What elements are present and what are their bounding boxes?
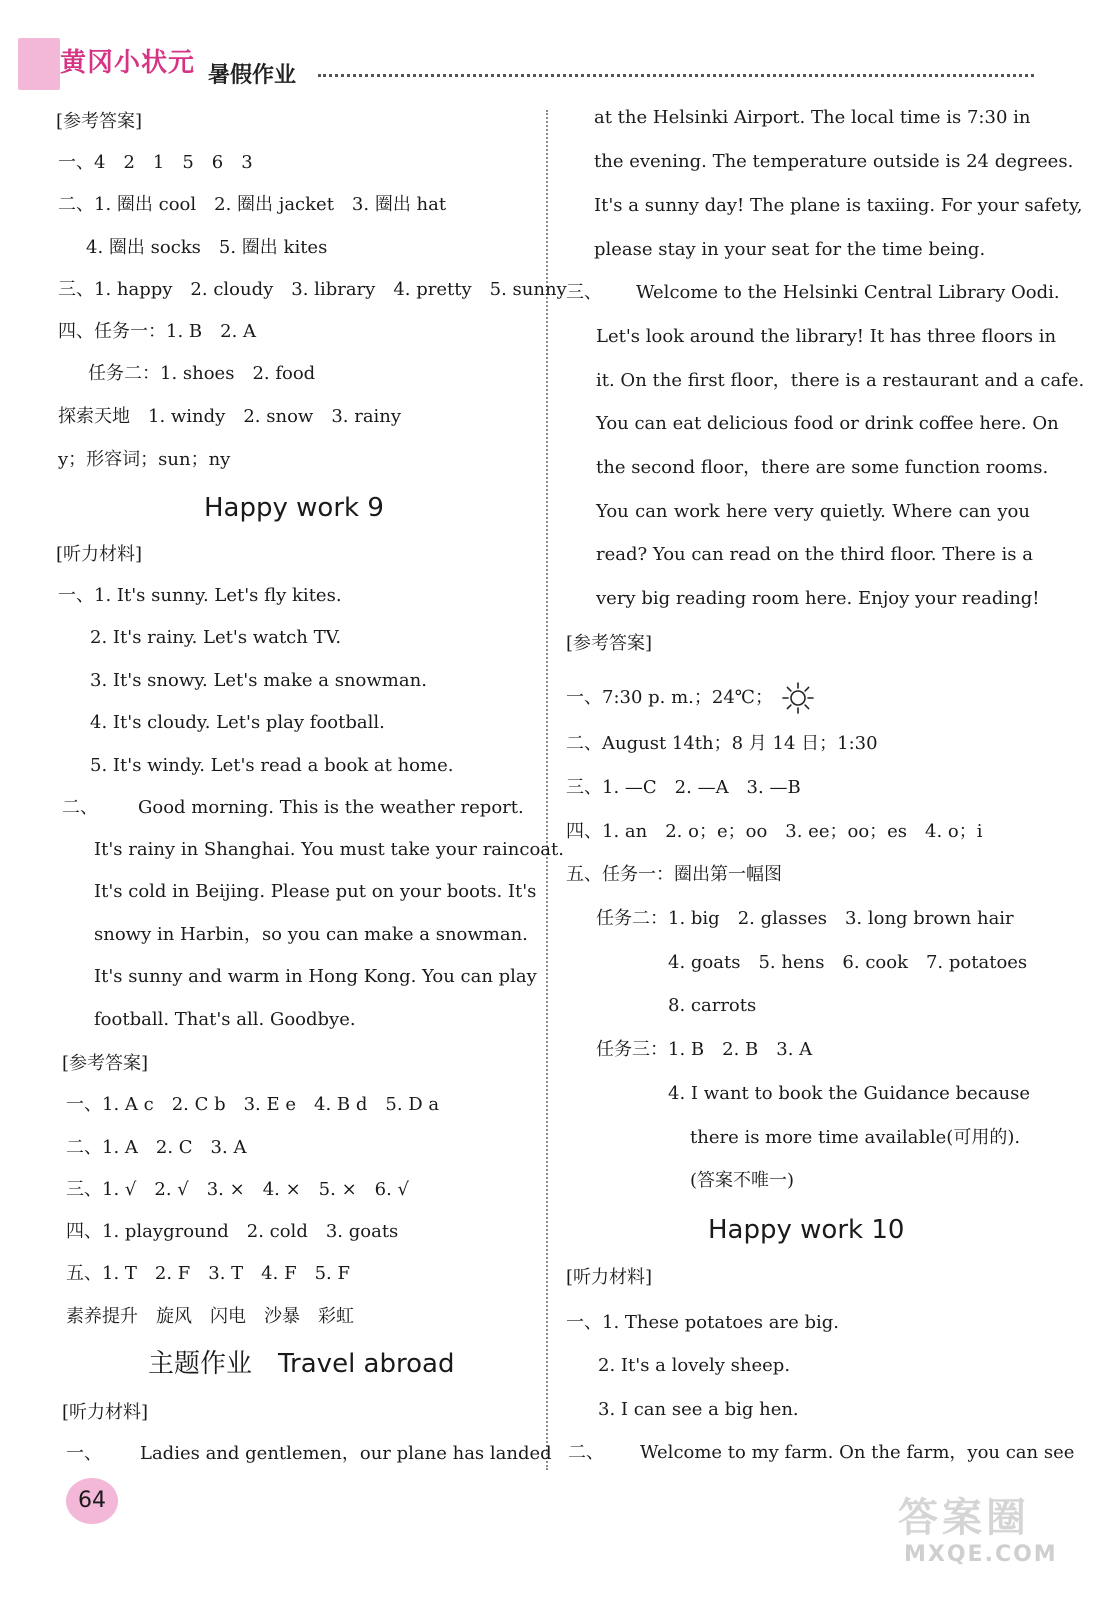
answer-line: 4. I want to book the Guidance because [668, 1083, 1030, 1104]
paragraph-line: Welcome to my farm. On the farm，you can see [640, 1442, 1075, 1463]
column-divider [546, 110, 548, 1470]
answer-tag: [参考答案] [566, 633, 653, 654]
logo-tab [18, 38, 60, 90]
brand-logo: 黄冈小状元 [60, 48, 196, 78]
paragraph-line: Ladies and gentlemen，our plane has landed [140, 1443, 552, 1464]
answer-tag: [参考答案] [56, 111, 143, 132]
answer-line: 素养提升 旋风 闪电 沙暴 彩虹 [66, 1306, 354, 1327]
answer-line: 一、1. A c 2. C b 3. E e 4. B d 5. D a [66, 1094, 440, 1115]
answer-line: 任务二：1. shoes 2. food [88, 363, 316, 384]
paragraph-line: Welcome to the Helsinki Central Library Oodi. [636, 282, 1060, 303]
answer-line: 二、August 14th；8 月 14 日；1:30 [566, 733, 878, 754]
paragraph-line: It's sunny and warm in Hong Kong. You can play [94, 966, 537, 987]
answer-line: 五、1. T 2. F 3. T 4. F 5. F [66, 1263, 350, 1284]
answer-line: 8. carrots [668, 995, 757, 1016]
answer-line: 二、1. 圈出 cool 2. 圈出 jacket 3. 圈出 hat [58, 194, 447, 215]
paragraph-line: the second floor，there are some function rooms. [596, 457, 1049, 478]
listening-line: 3. I can see a big hen. [598, 1399, 799, 1420]
watermark-text: 答案圈 [898, 1495, 1030, 1541]
answer-line: 二、1. A 2. C 3. A [66, 1137, 247, 1158]
answer-line: 五、任务一：圈出第一幅图 [566, 864, 782, 885]
paragraph-line: Let's look around the library! It has three floors in [596, 326, 1057, 347]
listening-line: 一、1. These potatoes are big. [566, 1312, 839, 1333]
section-title: 主题作业 Travel abroad [148, 1349, 455, 1379]
listening-line: 2. It's rainy. Let's watch TV. [90, 627, 342, 648]
answer-line: 任务三：1. B 2. B 3. A [596, 1039, 813, 1060]
answer-line: there is more time available(可用的). [690, 1127, 1021, 1148]
answer-line: 三、1. —C 2. —A 3. —B [566, 777, 801, 798]
paragraph-line: It's rainy in Shanghai. You must take your raincoat. [94, 839, 564, 860]
answer-line: 4. goats 5. hens 6. cook 7. potatoes [668, 952, 1028, 973]
answer-tag: [参考答案] [62, 1053, 149, 1074]
paragraph-line: at the Helsinki Airport. The local time is 7:30 in [594, 107, 1031, 128]
answer-line: 一、4 2 1 5 6 3 [58, 152, 253, 173]
listening-line: 一、1. It's sunny. Let's fly kites. [58, 585, 342, 606]
answer-line: 四、1. an 2. o；e；oo 3. ee；oo；es 4. o；i [566, 821, 983, 842]
listening-line: 4. It's cloudy. Let's play football. [90, 712, 385, 733]
paragraph-label: 二、 [568, 1442, 604, 1463]
answer-line [566, 681, 815, 715]
answer-line: 探索天地 1. windy 2. snow 3. rainy [58, 406, 402, 427]
page-number: 64 [66, 1478, 118, 1524]
answer-line: 任务二：1. big 2. glasses 3. long brown hair [596, 908, 1014, 929]
listening-line: 5. It's windy. Let's read a book at home. [90, 755, 454, 776]
watermark-url: MXQE.COM [904, 1542, 1058, 1567]
paragraph-label: 一、 [66, 1443, 102, 1464]
page-header [0, 0, 1094, 100]
paragraph-line: Good morning. This is the weather report. [138, 797, 524, 818]
answer-note: (答案不唯一) [690, 1170, 795, 1191]
paragraph-label: 二、 [62, 797, 98, 818]
paragraph-line: It's cold in Beijing. Please put on your boots. It's [94, 881, 537, 902]
paragraph-line: You can work here very quietly. Where can you [596, 501, 1030, 522]
section-title: Happy work 10 [708, 1215, 905, 1245]
paragraph-line: snowy in Harbin，so you can make a snowman. [94, 924, 528, 945]
sun-icon [781, 681, 815, 715]
answer-line: 4. 圈出 socks 5. 圈出 kites [86, 237, 328, 258]
answer-line: 三、1. happy 2. cloudy 3. library 4. pretty 5. sunny [58, 279, 567, 300]
listening-tag: [听力材料] [566, 1267, 653, 1288]
paragraph-line: You can eat delicious food or drink coffee here. On [596, 413, 1059, 434]
paragraph-line: the evening. The temperature outside is 24 degrees. [594, 151, 1074, 172]
answer-line: y；形容词；sun；ny [58, 449, 231, 470]
paragraph-line: very big reading room here. Enjoy your reading! [596, 588, 1040, 609]
answer-line: 三、1. √ 2. √ 3. × 4. × 5. × 6. √ [66, 1179, 410, 1200]
paragraph-line: please stay in your seat for the time being. [594, 239, 986, 260]
listening-line: 2. It's a lovely sheep. [598, 1355, 791, 1376]
answer-text: 一、7:30 p. m.；24℃； [566, 687, 773, 708]
answer-line: 四、1. playground 2. cold 3. goats [66, 1221, 399, 1242]
listening-line: 3. It's snowy. Let's make a snowman. [90, 670, 427, 691]
section-title: Happy work 9 [204, 493, 384, 523]
watermark [898, 1486, 1068, 1576]
listening-tag: [听力材料] [56, 544, 143, 565]
paragraph-line: football. That's all. Goodbye. [94, 1009, 356, 1030]
paragraph-line: read? You can read on the third floor. There is a [596, 544, 1033, 565]
header-subtitle: 暑假作业 [208, 63, 297, 88]
answer-line: 四、任务一：1. B 2. A [58, 321, 257, 342]
paragraph-line: it. On the first floor，there is a restaurant and a cafe. [596, 370, 1085, 391]
paragraph-line: It's a sunny day! The plane is taxiing. For your safety, [594, 195, 1083, 216]
paragraph-label: 三、 [566, 282, 602, 303]
header-dotted-rule [318, 74, 1034, 77]
listening-tag: [听力材料] [62, 1402, 149, 1423]
